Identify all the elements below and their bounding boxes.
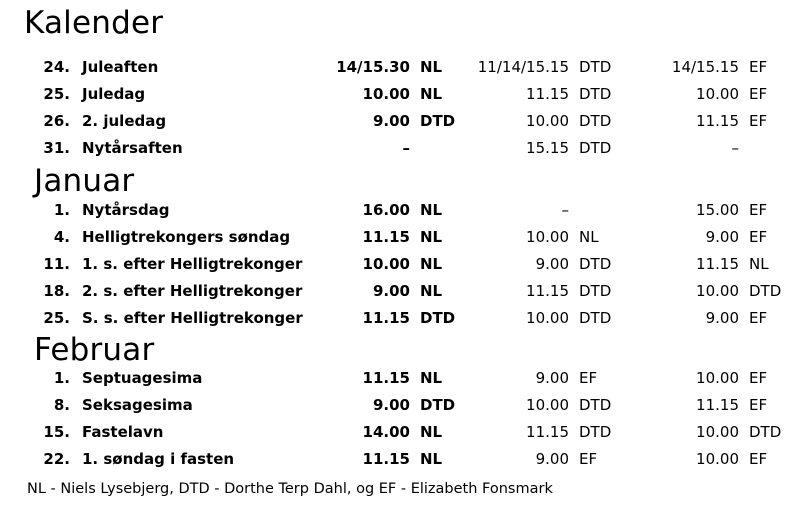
time-church-1: 11.15: [362, 309, 410, 327]
service-name: 2. s. efter Helligtrekonger: [82, 282, 303, 300]
time-church-1: 9.00: [372, 112, 410, 130]
service-name: Juleaften: [82, 58, 159, 76]
priest-church-2: DTD: [579, 255, 612, 273]
time-church-1: 11.15: [362, 369, 410, 387]
service-name: 2. juledag: [82, 112, 167, 130]
time-church-1: 14/15.30: [336, 58, 410, 76]
time-church-2: 10.00: [526, 228, 569, 246]
priest-church-3: DTD: [749, 423, 782, 441]
priest-church-2: DTD: [579, 309, 612, 327]
day-number: 24.: [43, 58, 70, 76]
service-name: Nytårsdag: [82, 201, 170, 219]
time-church-2: 11/14/15.15: [477, 58, 569, 76]
time-church-2: 10.00: [526, 112, 569, 130]
time-church-1: 16.00: [362, 201, 410, 219]
time-church-2: 9.00: [535, 369, 569, 387]
time-church-3: 10.00: [696, 85, 739, 103]
service-row: [0, 251, 797, 278]
service-name: Septuagesima: [82, 369, 203, 387]
time-church-2: 10.00: [526, 396, 569, 414]
service-name: Fastelavn: [82, 423, 164, 441]
priest-church-2: NL: [579, 228, 599, 246]
day-number: 15.: [43, 423, 70, 441]
priest-church-3: EF: [749, 201, 768, 219]
priest-church-2: DTD: [579, 396, 612, 414]
priest-church-3: EF: [749, 450, 768, 468]
priest-church-3: EF: [749, 112, 768, 130]
time-church-1: 10.00: [362, 85, 410, 103]
service-name: 1. søndag i fasten: [82, 450, 235, 468]
priest-church-1: NL: [420, 228, 443, 246]
time-church-2: 11.15: [526, 85, 569, 103]
priest-church-1: NL: [420, 255, 443, 273]
service-row: [0, 392, 797, 419]
time-church-3: 11.15: [696, 255, 739, 273]
priest-church-3: EF: [749, 369, 768, 387]
priest-church-2: EF: [579, 450, 598, 468]
time-church-3: 15.00: [696, 201, 739, 219]
time-church-2: 9.00: [535, 255, 569, 273]
priest-church-2: DTD: [579, 112, 612, 130]
service-name: Nytårsaften: [82, 139, 183, 157]
service-row: [0, 197, 797, 224]
time-church-3: 10.00: [696, 423, 739, 441]
service-row: [0, 81, 797, 108]
time-church-2: 10.00: [526, 309, 569, 327]
priest-church-3: EF: [749, 85, 768, 103]
legend-footer: NL - Niels Lysebjerg, DTD - Dorthe Terp Dahl, og EF - Elizabeth Fonsmark: [27, 481, 553, 497]
priest-church-1: DTD: [420, 112, 456, 130]
time-church-2: 9.00: [535, 450, 569, 468]
priest-church-1: NL: [420, 423, 443, 441]
priest-church-3: EF: [749, 58, 768, 76]
priest-church-2: DTD: [579, 85, 612, 103]
day-number: 18.: [43, 282, 70, 300]
priest-church-2: EF: [579, 369, 598, 387]
priest-church-1: NL: [420, 58, 443, 76]
service-row: [0, 224, 797, 251]
service-name: Seksagesima: [82, 396, 193, 414]
time-church-2: 15.15: [526, 139, 569, 157]
priest-church-1: NL: [420, 282, 443, 300]
day-number: 22.: [43, 450, 70, 468]
service-row: [0, 135, 797, 162]
priest-church-3: DTD: [749, 282, 782, 300]
priest-church-1: NL: [420, 450, 443, 468]
priest-church-2: DTD: [579, 58, 612, 76]
time-church-1: –: [402, 139, 410, 157]
time-church-3: 14/15.15: [671, 58, 739, 76]
service-row: [0, 305, 797, 332]
time-church-1: 9.00: [372, 396, 410, 414]
priest-church-3: NL: [749, 255, 769, 273]
service-name: Juledag: [82, 85, 146, 103]
priest-church-2: DTD: [579, 423, 612, 441]
time-church-3: 10.00: [696, 282, 739, 300]
time-church-3: 11.15: [696, 112, 739, 130]
priest-church-1: NL: [420, 369, 443, 387]
service-row: [0, 108, 797, 135]
section-heading: Januar: [34, 163, 135, 199]
time-church-2: –: [561, 201, 569, 219]
section-heading: Februar: [34, 332, 155, 368]
day-number: 26.: [43, 112, 70, 130]
day-number: 25.: [43, 85, 70, 103]
priest-church-3: EF: [749, 309, 768, 327]
time-church-3: 9.00: [705, 309, 739, 327]
service-name: 1. s. efter Helligtrekonger: [82, 255, 303, 273]
service-row: [0, 278, 797, 305]
priest-church-2: DTD: [579, 282, 612, 300]
time-church-1: 9.00: [372, 282, 410, 300]
day-number: 11.: [43, 255, 70, 273]
time-church-3: 9.00: [705, 228, 739, 246]
time-church-1: 14.00: [362, 423, 410, 441]
day-number: 1.: [53, 201, 70, 219]
time-church-3: 10.00: [696, 450, 739, 468]
time-church-3: 10.00: [696, 369, 739, 387]
service-row: [0, 419, 797, 446]
priest-church-1: DTD: [420, 309, 456, 327]
time-church-2: 11.15: [526, 423, 569, 441]
service-row: [0, 446, 797, 473]
time-church-3: –: [731, 139, 739, 157]
service-name: Helligtrekongers søndag: [82, 228, 291, 246]
service-row: [0, 365, 797, 392]
priest-church-2: DTD: [579, 139, 612, 157]
priest-church-1: DTD: [420, 396, 456, 414]
priest-church-1: NL: [420, 85, 443, 103]
time-church-1: 10.00: [362, 255, 410, 273]
priest-church-3: EF: [749, 228, 768, 246]
section-heading: Kalender: [24, 5, 164, 41]
day-number: 4.: [53, 228, 70, 246]
time-church-1: 11.15: [362, 450, 410, 468]
day-number: 25.: [43, 309, 70, 327]
time-church-1: 11.15: [362, 228, 410, 246]
time-church-2: 11.15: [526, 282, 569, 300]
priest-church-3: EF: [749, 396, 768, 414]
day-number: 8.: [53, 396, 70, 414]
time-church-3: 11.15: [696, 396, 739, 414]
priest-church-1: NL: [420, 201, 443, 219]
day-number: 1.: [53, 369, 70, 387]
day-number: 31.: [43, 139, 70, 157]
service-row: [0, 54, 797, 81]
service-name: S. s. efter Helligtrekonger: [82, 309, 303, 327]
